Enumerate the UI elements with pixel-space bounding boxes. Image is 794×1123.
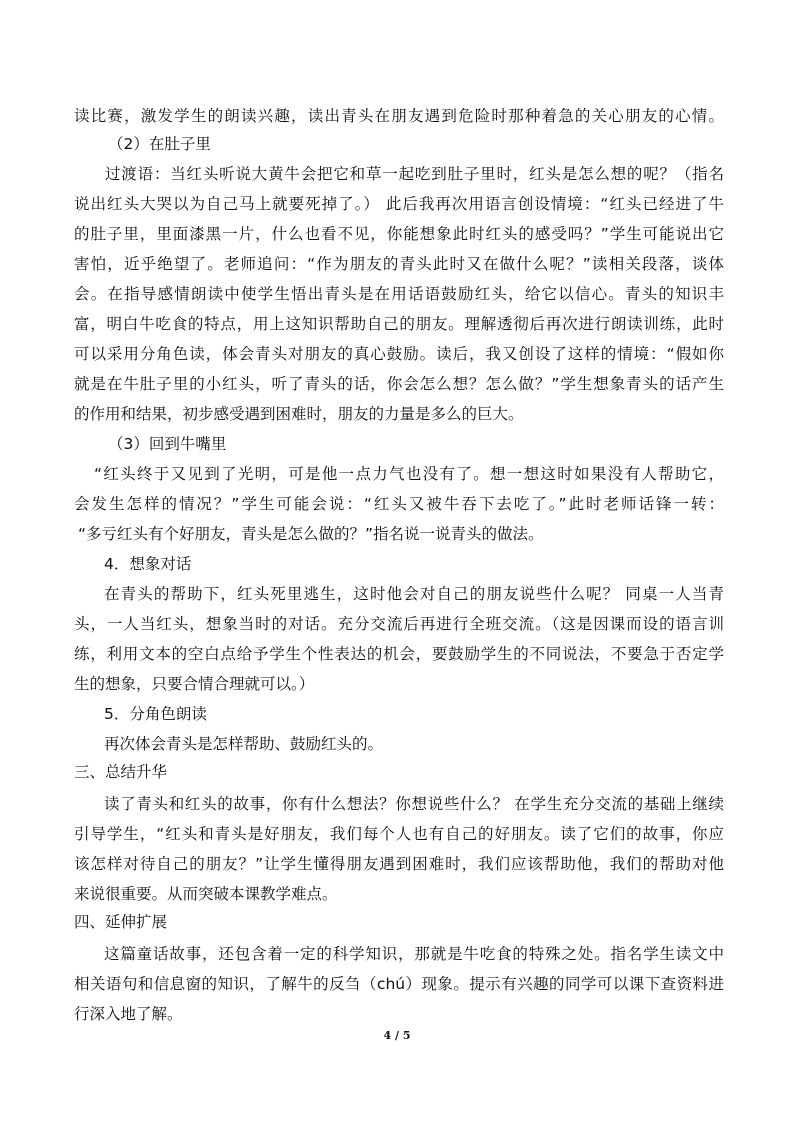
- paragraph-line: 说出红头大哭以为自己马上就要死掉了。） 此后我再次用语言创设情境：“红头已经进了牛: [74, 195, 724, 213]
- paragraph-line: 的肚子里，里面漆黑一片，什么也看不见，你能想象此时红头的感受吗？”学生可能说出它: [74, 225, 724, 243]
- paragraph-line: 头，一人当红头，想象当时的对话。充分交流后再进行全班交流。（这是因课而设的语言训: [74, 615, 724, 633]
- paragraph-line: 再次体会青头是怎样帮助、鼓励红头的。: [104, 735, 384, 753]
- section-heading: 四、延伸扩展: [74, 913, 168, 931]
- paragraph-line: 过渡语：当红头听说大黄牛会把它和草一起吃到肚子里时，红头是怎么想的呢？（指名: [105, 165, 724, 183]
- section-heading: 5．分角色朗读: [104, 705, 207, 723]
- section-heading: （3）回到牛嘴里: [108, 435, 227, 453]
- paragraph-line: 读了青头和红头的故事，你有什么想法？你想说些什么？ 在学生充分交流的基础上继续: [104, 795, 724, 813]
- paragraph-line: 生的想象，只要合情合理就可以。）: [74, 675, 315, 693]
- paragraph-line: 相关语句和信息窗的知识，了解牛的反刍（chú）现象。提示有兴趣的同学可以课下查资料进: [74, 975, 724, 993]
- section-heading: 三、总结升华: [74, 763, 168, 781]
- paragraph-line: 就是在牛肚子里的小红头，听了青头的话，你会怎么想？怎么做？”学生想象青头的话产生: [74, 375, 724, 393]
- paragraph-line: 该怎样对待自己的朋友？”让学生懂得朋友遇到困难时，我们应该帮助他，我们的帮助对他: [74, 855, 724, 873]
- paragraph-line: 会。在指导感情朗读中使学生悟出青头是在用话语鼓励红头，给它以信心。青头的知识丰: [74, 285, 724, 303]
- paragraph-line: 引导学生，“红头和青头是好朋友，我们每个人也有自己的好朋友。读了它们的故事，你应: [74, 825, 724, 843]
- section-heading: 4．想象对话: [104, 555, 192, 573]
- page-number: 4 / 5: [383, 1029, 411, 1042]
- section-heading: （2）在肚子里: [108, 135, 211, 153]
- paragraph-line: 来说很重要。从而突破本课教学难点。: [74, 885, 338, 903]
- paragraph-line: 的作用和结果，初步感受遇到困难时，朋友的力量是多么的巨大。: [74, 405, 524, 423]
- paragraph-line: 害怕，近乎绝望了。老师追问：“作为朋友的青头此时又在做什么呢？”读相关段落，谈体: [74, 255, 724, 273]
- paragraph-line: “多亏红头有个好朋友，青头是怎么做的？”指名说一说青头的做法。: [78, 525, 544, 543]
- paragraph-line: 读比赛，激发学生的朗读兴趣，读出青头在朋友遇到危险时那种着急的关心朋友的心情。: [74, 107, 724, 125]
- paragraph-line: “红头终于又见到了光明，可是他一点力气也没有了。想一想这时如果没有人帮助它，: [94, 465, 724, 483]
- paragraph-line: 在青头的帮助下，红头死里逃生，这时他会对自己的朋友说些什么呢？ 同桌一人当青: [104, 585, 724, 603]
- paragraph-line: 行深入地了解。: [74, 1005, 183, 1023]
- paragraph-line: 练，利用文本的空白点给予学生个性表达的机会，要鼓励学生的不同说法，不要急于否定学: [74, 645, 724, 663]
- paragraph-line: 可以采用分角色读，体会青头对朋友的真心鼓励。读后，我又创设了这样的情境：“假如你: [74, 345, 724, 363]
- paragraph-line: 会发生怎样的情况？”学生可能会说：“红头又被牛吞下去吃了。”此时老师话锋一转：: [74, 495, 724, 513]
- paragraph-line: 这篇童话故事，还包含着一定的科学知识，那就是牛吃食的特殊之处。指名学生读文中: [104, 945, 724, 963]
- paragraph-line: 富，明白牛吃食的特点，用上这知识帮助自己的朋友。理解透彻后再次进行朗读训练，此时: [74, 315, 724, 333]
